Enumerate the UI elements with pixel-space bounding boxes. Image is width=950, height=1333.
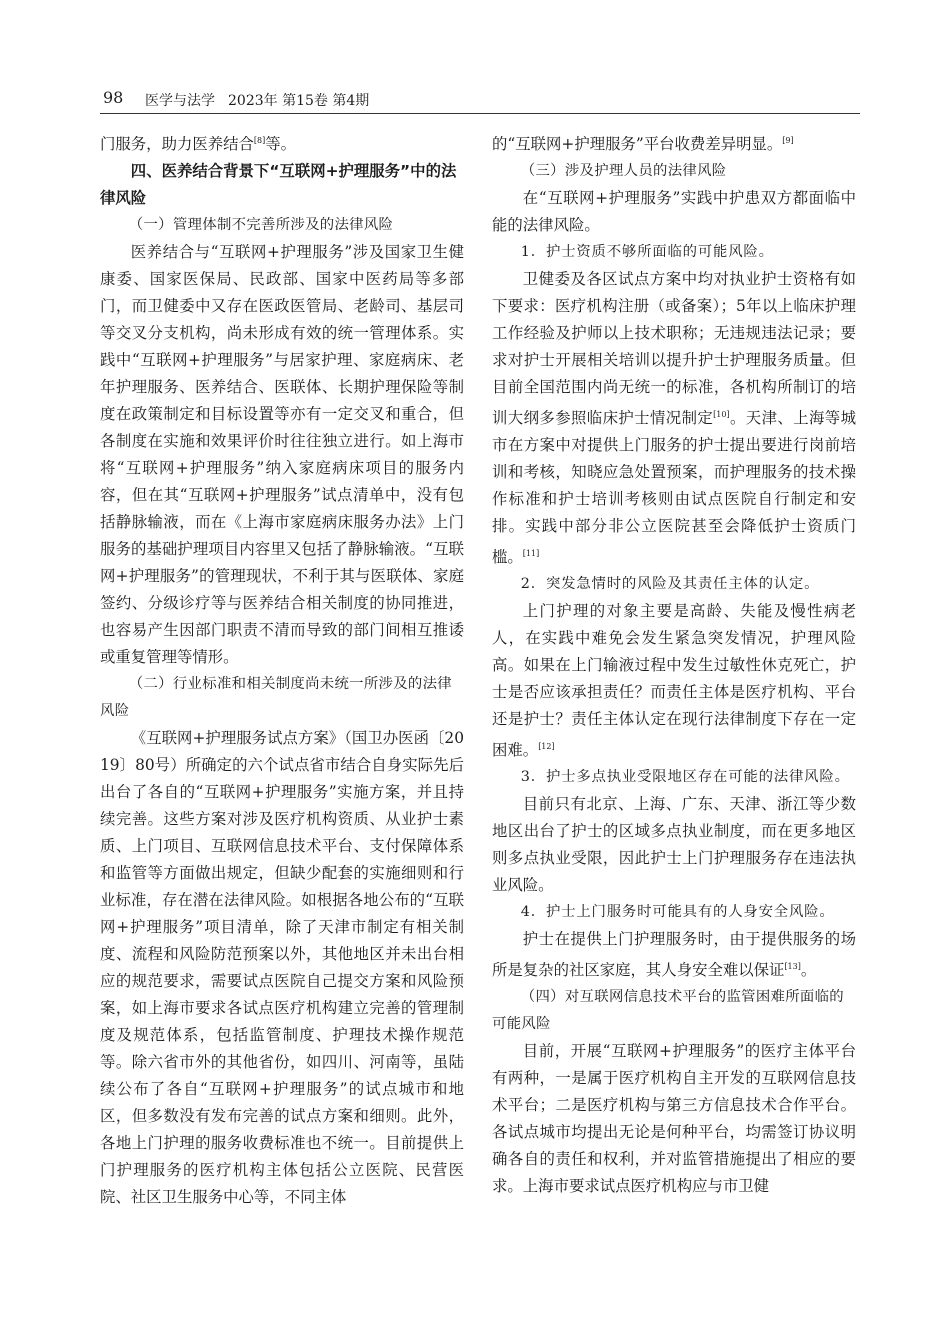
item-heading: 1．护士资质不够所面临的可能风险。 (520, 244, 774, 260)
section-heading: 四、医养结合背景下“互联网+护理服务”中的法律风险 (100, 162, 457, 207)
journal-name: 医学与法学 (145, 93, 215, 109)
page-number: 98 (103, 88, 124, 107)
subsection-heading: （四）对互联网信息技术平台的监管困难所面临的可能风险 (492, 989, 844, 1032)
running-header (100, 90, 860, 112)
citation: [12] (538, 742, 555, 751)
paragraph: 卫健委及各区试点方案中均对执业护士资格有如下要求：医疗机构注册（或备案）；5年以上临床护理工作经验及护师以上技术职称；无违规违法记录；要求对护士开展相关培训以提升护士护理服务质量。但目前全国范围内尚无统一的标准，各机构所制订的培训大纲多参照临床护士情况制定[10]。天津、上海等城市在方案中对提供上门服务的护士提出要进行岗前培训和考核，知晓应急处置预案，而护理服务的技术操作标准和护士培训考核则由试点医院自行制定和安排。实践中部分非公立医院甚至会降低护士资质门槛。[11] (492, 270, 856, 566)
paragraph: 上门护理的对象主要是高龄、失能及慢性病老人，在实践中难免会发生紧急突发情况，护理风险高。如果在上门输液过程中发生过敏性休克死亡，护士是否应该承担责任？而责任主体是医疗机构、平台还是护士？责任主体认定在现行法律制度下存在一定困难。[12] (492, 602, 856, 759)
item-heading: 3．护士多点执业受限地区存在可能的法律风险。 (520, 769, 850, 785)
citation: [8] (253, 136, 266, 145)
citation: [13] (784, 962, 801, 971)
paragraph: 护士在提供上门护理服务时，由于提供服务的场所是复杂的社区家庭，其人身安全难以保证[13]。 (492, 930, 856, 979)
header-rule (100, 113, 860, 114)
right-column (492, 127, 856, 1200)
paragraph: 目前只有北京、上海、广东、天津、浙江等少数地区出台了护士的区域多点执业制度，而在更多地区则多点执业受限，因此护士上门护理服务存在违法执业风险。 (492, 795, 856, 894)
subsection-heading: （一）管理体制不完善所涉及的法律风险 (128, 217, 394, 233)
item-heading: 4．护士上门服务时可能具有的人身安全风险。 (520, 904, 835, 920)
paragraph: 医养结合与“互联网+护理服务”涉及国家卫生健康委、国家医保局、民政部、国家中医药局等多部门，而卫健委中又存在医政医管局、老龄司、基层司等交叉分支机构，尚未形成有效的统一管理体系。实践中“互联网+护理服务”与居家护理、家庭病床、老年护理服务、医养结合、医联体、长期护理保险等制度在政策制定和目标设置等亦有一定交叉和重合，但各制度在实施和效果评价时往往独立进行。如上海市将“互联网+护理服务”纳入家庭病床项目的服务内容，但在其“互联网+护理服务”试点清单中，没有包括静脉输液，而在《上海市家庭病床服务办法》上门服务的基础护理项目内容里又包括了静脉输液。“互联网+护理服务”的管理现状，不利于其与医联体、家庭签约、分级诊疗等与医养结合相关制度的协同推进，也容易产生因部门职责不清而导致的部门间相互推诿或重复管理等情形。 (100, 243, 464, 666)
paragraph: 目前，开展“互联网+护理服务”的医疗主体平台有两种，一是属于医疗机构自主开发的互联网信息技术平台；二是医疗机构与第三方信息技术合作平台。各试点城市均提出无论是何种平台，均需签订协议明确各自的责任和权利，并对监管措施提出了相应的要求。上海市要求试点医疗机构应与市卫健 (492, 1042, 856, 1195)
citation: [9] (782, 136, 794, 145)
issue-info: 2023年 第15卷 第4期 (228, 93, 370, 109)
subsection-heading: （三）涉及护理人员的法律风险 (520, 163, 727, 179)
left-column (100, 127, 464, 1211)
citation: [10] (713, 410, 730, 419)
item-heading: 2．突发急情时的风险及其责任主体的认定。 (520, 576, 820, 592)
paragraph: 在“互联网+护理服务”实践中护患双方都面临中能的法律风险。 (492, 189, 856, 234)
subsection-heading: （二）行业标准和相关制度尚未统一所涉及的法律风险 (100, 676, 452, 719)
paragraph: 《互联网+护理服务试点方案》（国卫办医函〔2019〕80号）所确定的六个试点省市结合自身实际先后出台了各自的“互联网+护理服务”实施方案，并且持续完善。这些方案对涉及医疗机构资质、从业护士素质、上门项目、互联网信息技术平台、支付保障体系和监管等方面做出规定，但缺少配套的实施细则和行业标准，存在潜在法律风险。如根据各地公布的“互联网+护理服务”项目清单，除了天津市制定有相关制度、流程和风险防范预案以外，其他地区并未出台相应的规范要求，需要试点医院自己提交方案和风险预案，如上海市要求各试点医疗机构建立完善的管理制度及规范体系，包括监管制度、护理技术操作规范等。除六省市外的其他省份，如四川、河南等，虽陆续公布了各自“互联网+护理服务”的试点城市和地区，但多数没有发布完善的试点方案和细则。此外，各地上门护理的服务收费标准也不统一。目前提供上门护理服务的医疗机构主体包括公立医院、民营医院、社区卫生服务中心等，不同主体 (100, 729, 464, 1206)
paragraph: 的“互联网+护理服务”平台收费差异明显。[9] (492, 135, 794, 153)
citation: [11] (522, 549, 540, 558)
paragraph: 门服务，助力医养结合[8]等。 (100, 135, 297, 153)
